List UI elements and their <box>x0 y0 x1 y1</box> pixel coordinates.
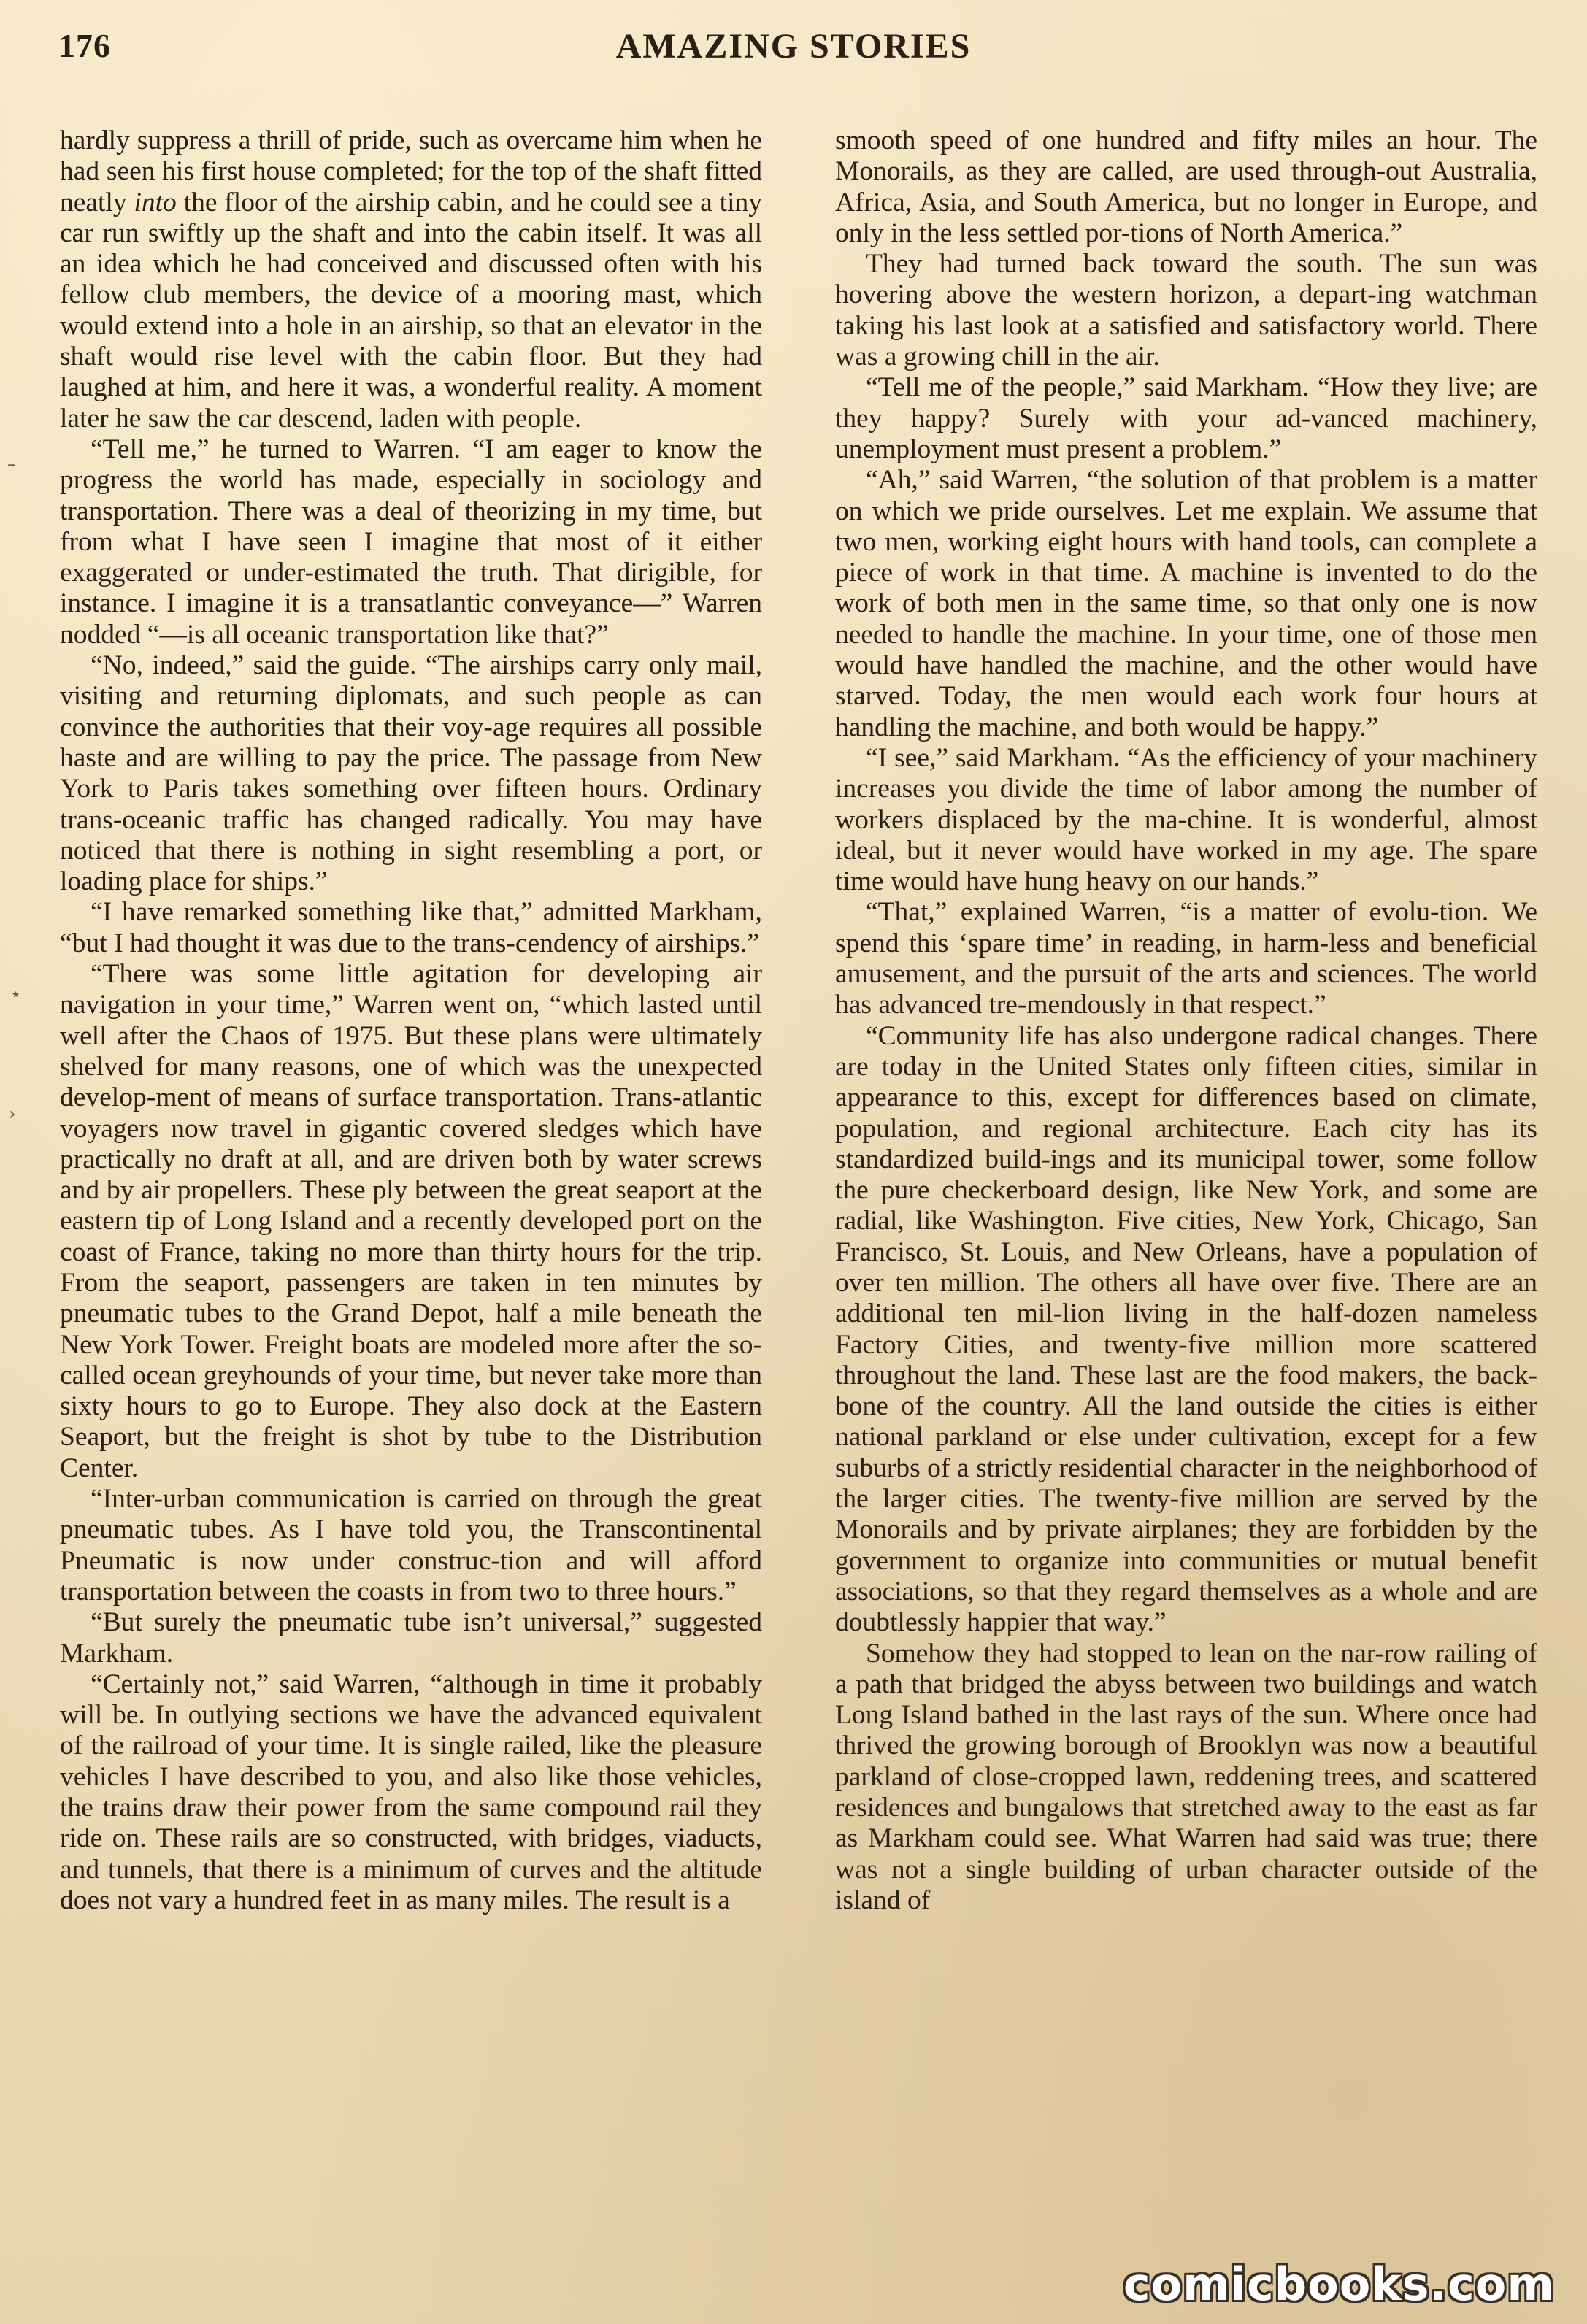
paragraph: “Tell me,” he turned to Warren. “I am eager to know the progress the world has made, especially in sociology and transportation. There was a deal of theorizing in my time, but from what I have seen I imagine that most of it either exaggerated or under-estimated the truth. That dirigible, for instance. I imagine it is a transatlantic conveyance—” Warren nodded “—is all oceanic transportation like that?” <box>60 434 762 650</box>
paragraph: “Tell me of the people,” said Markham. “How they live; are they happy? Surely with your ad-vanced machinery, unemployment must present a problem.” <box>835 372 1537 464</box>
paragraph: “Certainly not,” said Warren, “although in time it probably will be. In outlying sections we have the advanced equivalent of the railroad of your time. It is single railed, like the pleasure vehicles I have described to you, and also like those vehicles, the trains draw their power from the same compound rail they ride on. These rails are so constructed, with bridges, viaducts, and tunnels, that there is a minimum of curves and the altitude does not vary a hundred feet in as many miles. The result is a <box>60 1669 762 1915</box>
paragraph: “Ah,” said Warren, “the solution of that problem is a matter on which we pride ourselves. Let me explain. We assume that two men, working eight hours with hand tools, can complete a piece of work in that time. A machine is invented to do the work of both men in the same time, so that only one is now needed to handle the machine. In your time, one of those men would have handled the machine, and the other would have starved. Today, the men would each work four hours at handling the machine, and both would be happy.” <box>835 465 1537 742</box>
paragraph: They had turned back toward the south. The sun was hovering above the western horizon, a depart-ing watchman taking his last look at a satisfied and satisfactory world. There was a growing chill in the air. <box>835 249 1537 372</box>
paragraph: “No, indeed,” said the guide. “The airships carry only mail, visiting and returning diplomats, and such people as can convince the authorities that their voy-age requires all possible haste and are willing to pay the price. The passage from New York to Paris takes something over fifteen hours. Ordinary trans-oceanic traffic has changed radically. You may have noticed that there is nothing in sight resembling a port, or loading place for ships.” <box>60 650 762 897</box>
paragraph: “I have remarked something like that,” admitted Markham, “but I had thought it was due to the trans-cendency of airships.” <box>60 897 762 958</box>
paragraph: “I see,” said Markham. “As the efficiency of your machinery increases you divide the time of labor among the number of workers displaced by the ma-chine. It is wonderful, almost ideal, but it never would have worked in my age. The spare time would have hung heavy on our hands.” <box>835 742 1537 897</box>
margin-mark: › <box>9 1104 16 1124</box>
paragraph: “Community life has also undergone radical changes. There are today in the United States only fifteen cities, similar in appearance to this, except for differences based on climate, population, and regional architecture. Each city has its standardized build-ings and its municipal tower, some follow the pure checkerboard design, like New York, and some are radial, like Washington. Five cities, New York, Chicago, San Francisco, St. Louis, and New Orleans, have a population of over ten million. The others all have over five. There are an additional ten mil-lion living in the half-dozen nameless Factory Cities, and twenty-five million more scattered throughout the land. These last are the food makers, the back-bone of the country. All the land outside the cities is either national parkland or else under cultivation, except for a few suburbs of a strictly residential character in the neighborhood of the larger cities. The twenty-five million are served by the Monorails and by private airplanes; they are forbidden by the government to organize into communities or mutual benefit associations, so that they regard themselves as a whole and are doubtlessly happier that way.” <box>835 1020 1537 1638</box>
left-text-column <box>60 126 762 1916</box>
page-number: 176 <box>58 27 111 64</box>
paragraph: “Inter-urban communication is carried on through the great pneumatic tubes. As I have told you, the Transcontinental Pneumatic is now under construc-tion and will afford transportation between the coasts in from two to three hours.” <box>60 1484 762 1607</box>
paragraph: smooth speed of one hundred and fifty miles an hour. The Monorails, as they are called, are used through-out Australia, Africa, Asia, and South America, but no longer in Europe, and only in the less settled por-tions of North America.” <box>835 126 1537 248</box>
right-text-column <box>835 126 1537 1916</box>
margin-mark: ⋆ <box>10 984 22 1004</box>
paragraph: “There was some little agitation for developing air navigation in your time,” Warren went on, “which lasted until well after the Chaos of 1975. But these plans were ultimately shelved for many reasons, one of which was the unexpected develop-ment of means of surface transportation. Trans-atlantic voyagers now travel in gigantic covered sledges which have practically no draft at all, and are driven both by water screws and by air propellers. These ply between the great seaport at the eastern tip of Long Island and a recently developed port on the coast of France, taking no more than thirty hours for the trip. From the seaport, passengers are taken in ten minutes by pneumatic tubes to the Grand Depot, half a mile beneath the New York Tower. Freight boats are modeled more after the so-called ocean greyhounds of your time, but never take more than sixty hours to go to Europe. They also dock at the Eastern Seaport, but the freight is shot by tube to the Distribution Center. <box>60 959 762 1483</box>
paragraph: hardly suppress a thrill of pride, such as overcame him when he had seen his first house completed; for the top of the shaft fitted neatly into the floor of the airship cabin, and he could see a tiny car run swiftly up the shaft and into the cabin itself. It was all an idea which he had conceived and discussed often with his fellow club members, the device of a mooring mast, which would extend into a hole in an airship, so that an elevator in the shaft would rise level with the cabin floor. But they had laughed at him, and here it was, a wonderful reality. A moment later he saw the car descend, laden with people. <box>60 126 762 434</box>
watermark-logo: comicbooks.com <box>1123 2258 1555 2311</box>
paragraph: Somehow they had stopped to lean on the nar-row railing of a path that bridged the abyss between two buildings and watch Long Island bathed in the last rays of the sun. Where once had thrived the growing borough of Brooklyn was now a beautiful parkland of close-cropped lawn, reddening trees, and scattered residences and bungalows that stretched away to the east as far as Markham could see. What Warren had said was true; there was not a single building of urban character outside of the island of <box>835 1638 1537 1915</box>
margin-mark: – <box>7 454 16 474</box>
paragraph: “That,” explained Warren, “is a matter of evolu-tion. We spend this ‘spare time’ in reading, in harm-less and beneficial amusement, and the pursuit of the arts and sciences. The world has advanced tre-mendously in that respect.” <box>835 897 1537 1020</box>
page-header <box>58 26 1529 77</box>
running-title: AMAZING STORIES <box>615 27 972 66</box>
paragraph: “But surely the pneumatic tube isn’t universal,” suggested Markham. <box>60 1607 762 1669</box>
